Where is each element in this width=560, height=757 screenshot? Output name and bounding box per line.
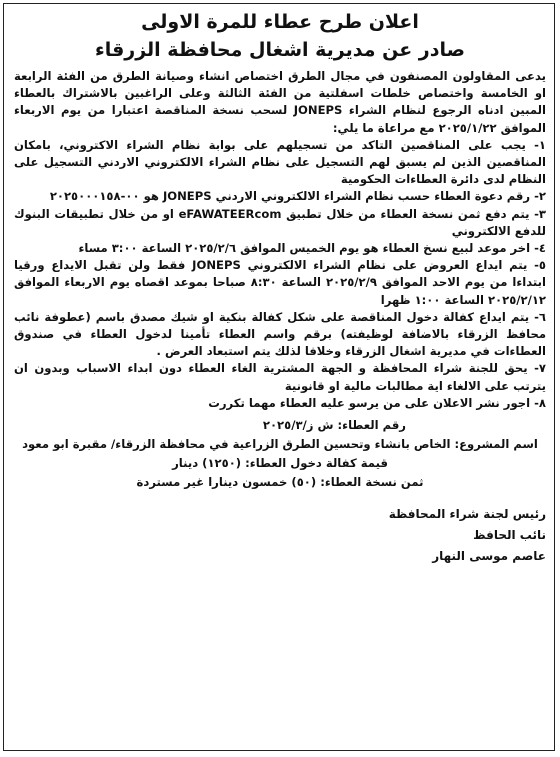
guarantee-value: قيمة كفالة دخول العطاء: (١٢٥٠) دينار xyxy=(172,456,388,471)
copy-price: ثمن نسخة العطاء: (٥٠) خمسون دينارا غير مستردة xyxy=(136,475,424,490)
signatory-role-deputy: نائب الحافظ xyxy=(473,528,546,543)
intro-paragraph: يدعى المقاولون المصنفون في مجال الطرق اختصاص انشاء وصيانة الطرق من الفئة الرابعة او الخامسة واختصاص خلطات اسفلتية من الفئة الثالثة وعلى الراغبين بالاشتراك بالعطاء المبين ادناه الرجوع لنظام الشراء JONEPS لسحب نسخة المناقصة اعتبارا من يوم الاربعاء الموافق ٢٠٢٥/١/٢٢ مع مراعاة ما يلي: xyxy=(14,69,546,135)
tender-details xyxy=(14,416,546,492)
project-name: اسم المشروع: الخاص بانشاء وتحسين الطرق الزراعية في محافظة الزرقاء/ مقبرة ابو معود xyxy=(22,437,538,452)
condition-item-3: ٣- يتم دفع ثمن نسخة العطاء من خلال تطبيق eFAWATEERcom او من خلال تطبيقات البنوك للدفع الالكتروني xyxy=(14,206,546,238)
condition-item-2: ٢- رقم دعوة العطاء حسب نظام الشراء الالكتروني الاردني JONEPS هو ٠٠-٢٠٢٥٠٠٠١٥٨ xyxy=(49,189,546,204)
condition-item-8: ٨- اجور نشر الاعلان على من يرسو عليه العطاء مهما تكررت xyxy=(208,395,546,410)
announcement-body xyxy=(14,68,546,412)
condition-item-1: ١- يجب على المناقصين التاكد من تسجيلهم على بوابة نظام الشراء الاكتروني، بامكان المناقصين الذين لم يسبق لهم التسجيل على نظام الشراء الالكتروني الاردني التسجيل على النظام لدى دائرة العطاءات الحكومية xyxy=(14,137,546,187)
tender-announcement xyxy=(3,3,555,751)
signatory-role-committee: رئيس لجنة شراء المحافظة xyxy=(388,507,546,522)
tender-number: رقم العطاء: ش ز/٢٠٢٥/٣ xyxy=(262,418,406,433)
announcement-subtitle: صادر عن مديرية اشغال محافظة الزرقاء xyxy=(95,39,465,61)
condition-item-6: ٦- يتم ايداع كفالة دخول المناقصة على شكل كفالة بنكية او شيك مصدق باسم (عطوفة نائب محافظ الزرقاء بالاضافة لوظيفته) برقم واسم العطاء تأمينا لدخول العطاء في صندوق العطاءات في مديرية اشغال الزرقاء وخلافا لذلك يتم استبعاد العرض . xyxy=(14,309,546,359)
signatory-name: عاصم موسى النهار xyxy=(432,549,546,564)
announcement-title: اعلان طرح عطاء للمرة الاولى xyxy=(141,11,419,33)
condition-item-5: ٥- يتم ايداع العروض على نظام الشراء الالكتروني JONEPS فقط ولن تقبل الايداع ورقيا ابتداءا من يوم الاحد الموافق ٢٠٢٥/٢/٩ الساعة ٨:٣٠ صباحا بموعد اقصاه يوم الاربعاء الموافق ٢٠٢٥/٢/١٢ الساعة ١:٠٠ ظهرا xyxy=(14,258,546,307)
condition-item-7: ٧- يحق للجنة شراء المحافظة و الجهة المشترية الغاء العطاء دون ابداء الاسباب وبدون ان يترتب على الالغاء اية مطالبات مالية او قانونية xyxy=(14,361,546,393)
condition-item-4: ٤- اخر موعد لبيع نسخ العطاء هو يوم الخميس الموافق ٢٠٢٥/٢/٦ الساعة ٣:٠٠ مساء xyxy=(78,241,546,256)
signature-block xyxy=(14,504,546,567)
